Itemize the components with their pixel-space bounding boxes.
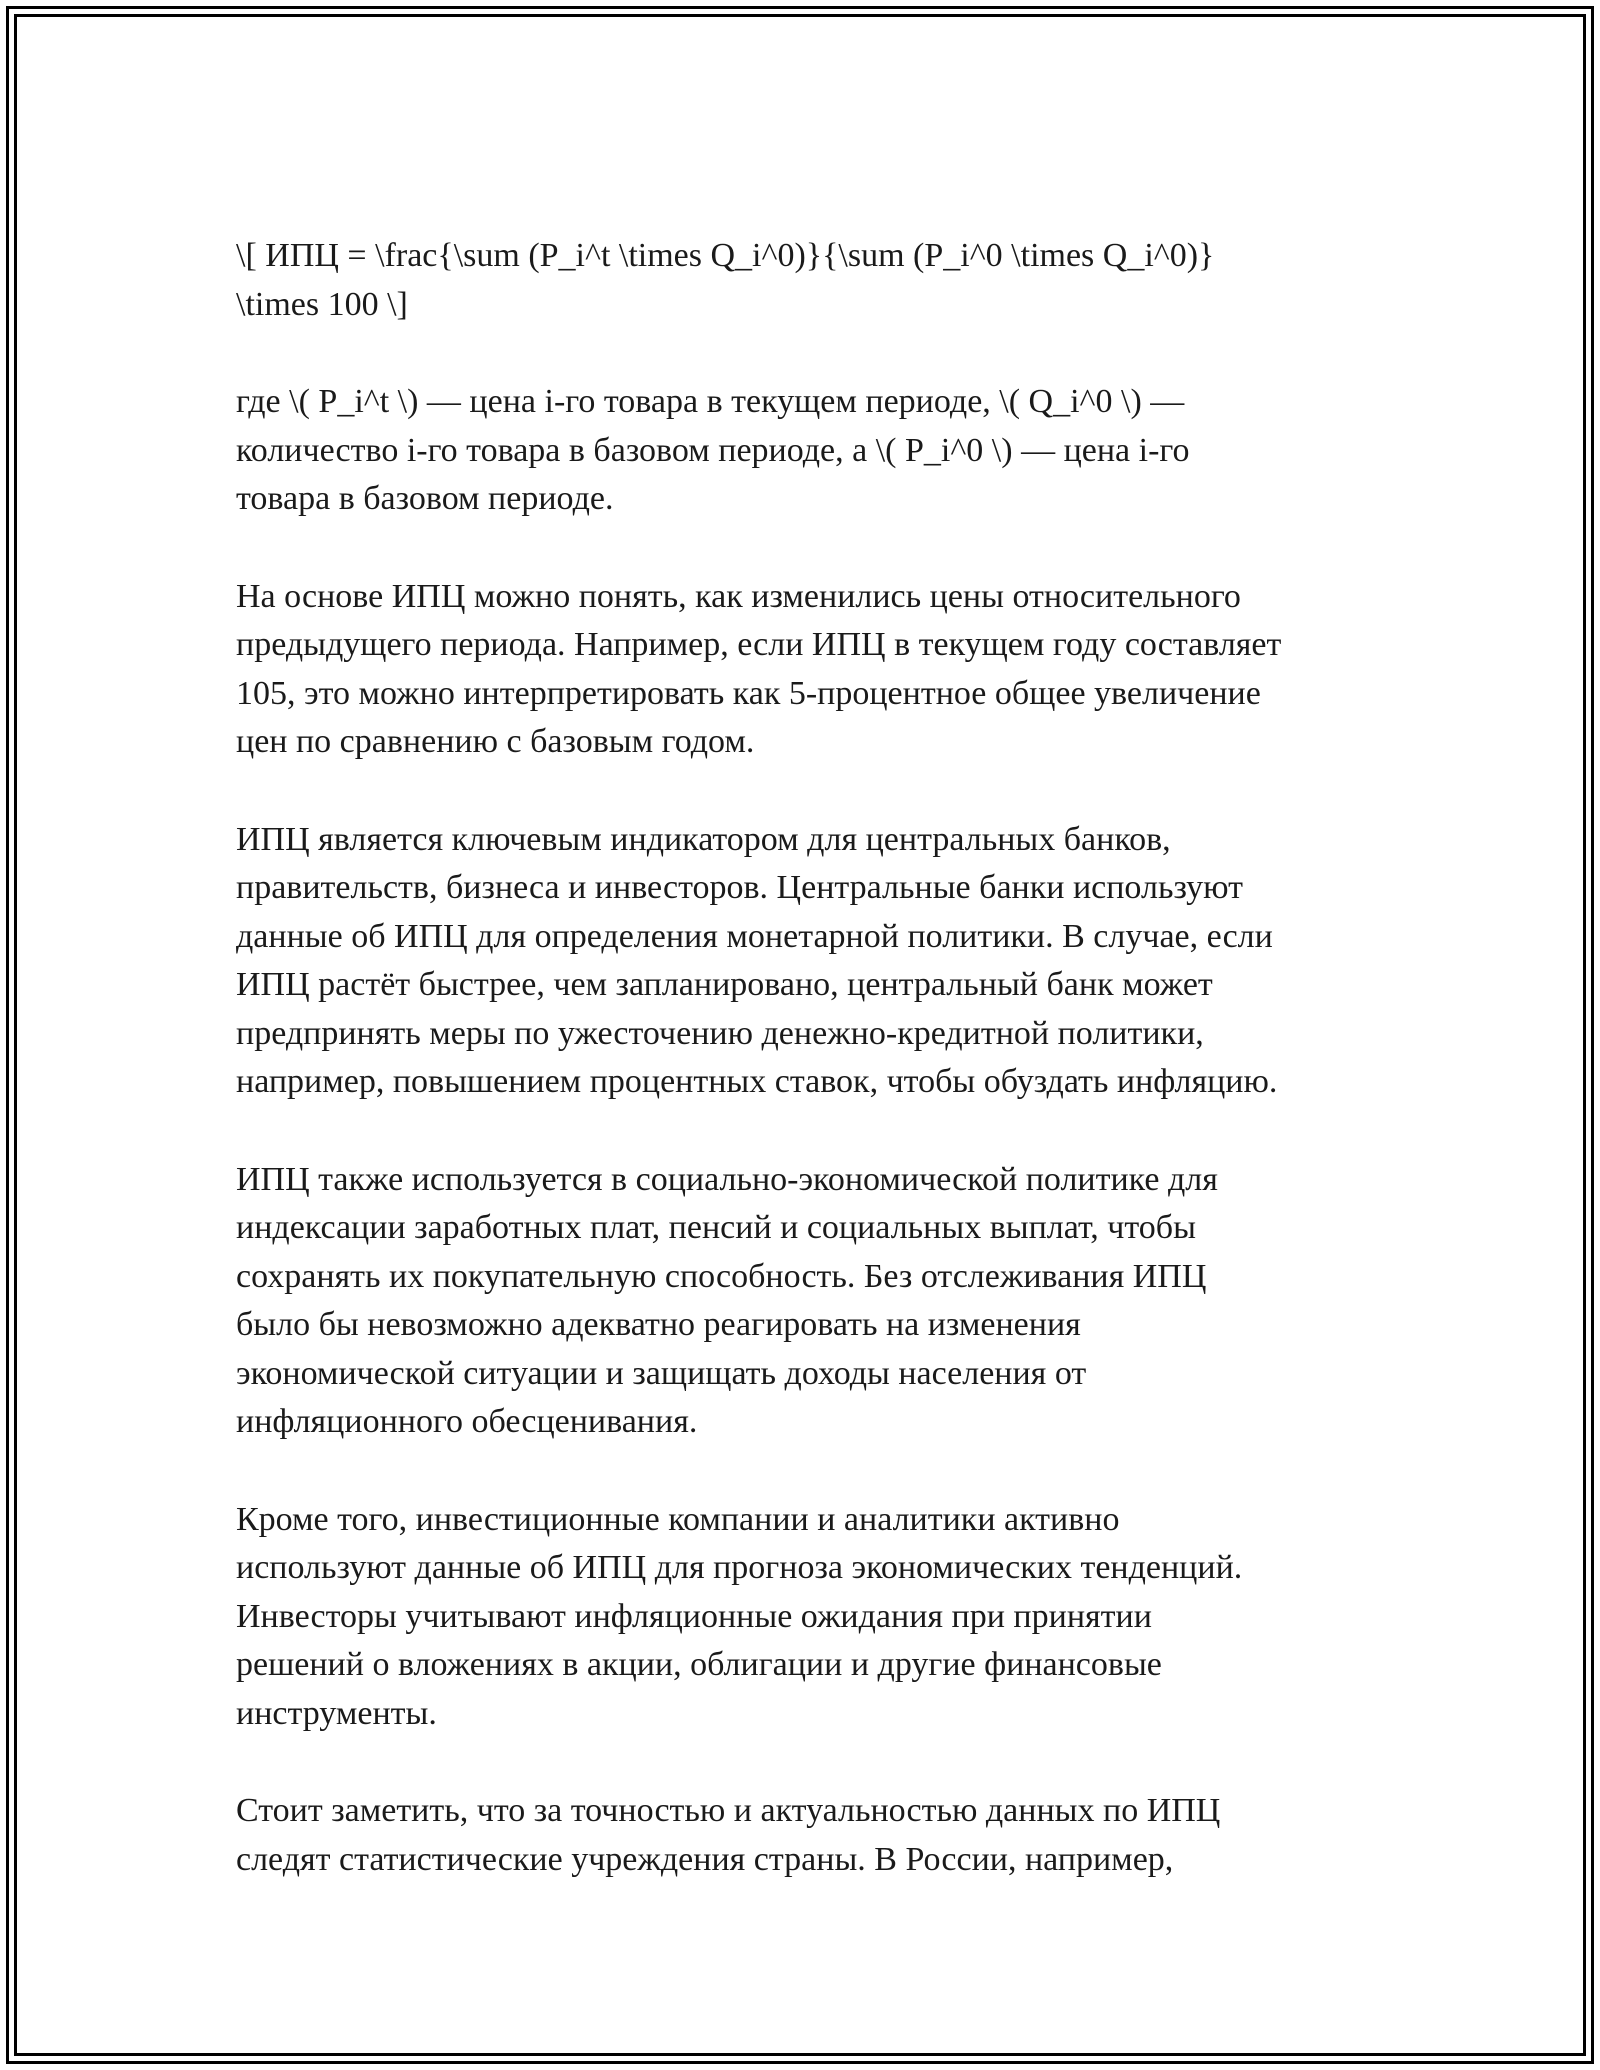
text-line: используют данные об ИПЦ для прогноза экономических тенденций. — [236, 1549, 1243, 1586]
text-line: Инвесторы учитывают инфляционные ожидания при принятии — [236, 1597, 1152, 1635]
text-line: решений о вложениях в акции, облигации и другие финансовые — [236, 1646, 1162, 1683]
paragraph-social-policy — [236, 1156, 1376, 1447]
text-line: правительств, бизнеса и инвесторов. Центральные банки используют — [236, 869, 1243, 906]
text-line: следят статистические учреждения страны. В России, например, — [236, 1840, 1174, 1878]
text-line: например, повышением процентных ставок, чтобы обуздать инфляцию. — [236, 1063, 1278, 1100]
text-line: Кроме того, инвестиционные компании и аналитики активно — [236, 1500, 1120, 1538]
text-line: 105, это можно интерпретировать как 5-процентное общее увеличение — [236, 674, 1261, 712]
formula-paragraph — [236, 232, 1376, 329]
text-line: индексации заработных плат, пенсий и социальных выплат, чтобы — [236, 1209, 1196, 1246]
text-line: было бы невозможно адекватно реагировать на изменения — [236, 1306, 1081, 1343]
text-line: На основе ИПЦ можно понять, как изменились цены относительного — [236, 577, 1241, 615]
text-line: Стоит заметить, что за точностью и актуальностью данных по ИПЦ — [236, 1792, 1221, 1829]
text-line: ИПЦ является ключевым индикатором для центральных банков, — [236, 820, 1171, 858]
text-line: предыдущего периода. Например, если ИПЦ в текущем году составляет — [236, 626, 1282, 663]
text-line: товара в базовом периоде. — [236, 480, 614, 517]
paragraph-investors — [236, 1496, 1376, 1739]
paragraph-central-banks — [236, 816, 1376, 1107]
text-line: сохранять их покупательную способность. Без отслеживания ИПЦ — [236, 1257, 1207, 1295]
text-line: данные об ИПЦ для определения монетарной политики. В случае, если — [236, 917, 1273, 955]
text-line: количество i-го товара в базовом периоде, а \( P_i^0 \) — цена i-го — [236, 431, 1190, 469]
text-line: ИПЦ растёт быстрее, чем запланировано, центральный банк может — [236, 966, 1213, 1003]
paragraph-statistics — [236, 1787, 1376, 1884]
text-line: предпринять меры по ужесточению денежно-кредитной политики, — [236, 1014, 1204, 1052]
text-line: \times 100 \] — [236, 285, 408, 323]
text-line: экономической ситуации и защищать доходы населения от — [236, 1354, 1087, 1392]
text-line: цен по сравнению с базовым годом. — [236, 723, 755, 760]
text-line: где \( P_i^t \) — цена i-го товара в текущем периоде, \( Q_i^0 \) — — [236, 383, 1185, 420]
paragraph-interpretation — [236, 573, 1376, 767]
paragraph-definitions — [236, 378, 1376, 524]
document-body — [236, 232, 1376, 1933]
text-line: ИПЦ также используется в социально-экономической политике для — [236, 1160, 1218, 1198]
text-line: инфляционного обесценивания. — [236, 1403, 698, 1440]
text-line: \[ ИПЦ = \frac{\sum (P_i^t \times Q_i^0)}{\sum (P_i^0 \times Q_i^0)} — [236, 237, 1215, 274]
text-line: инструменты. — [236, 1694, 437, 1732]
